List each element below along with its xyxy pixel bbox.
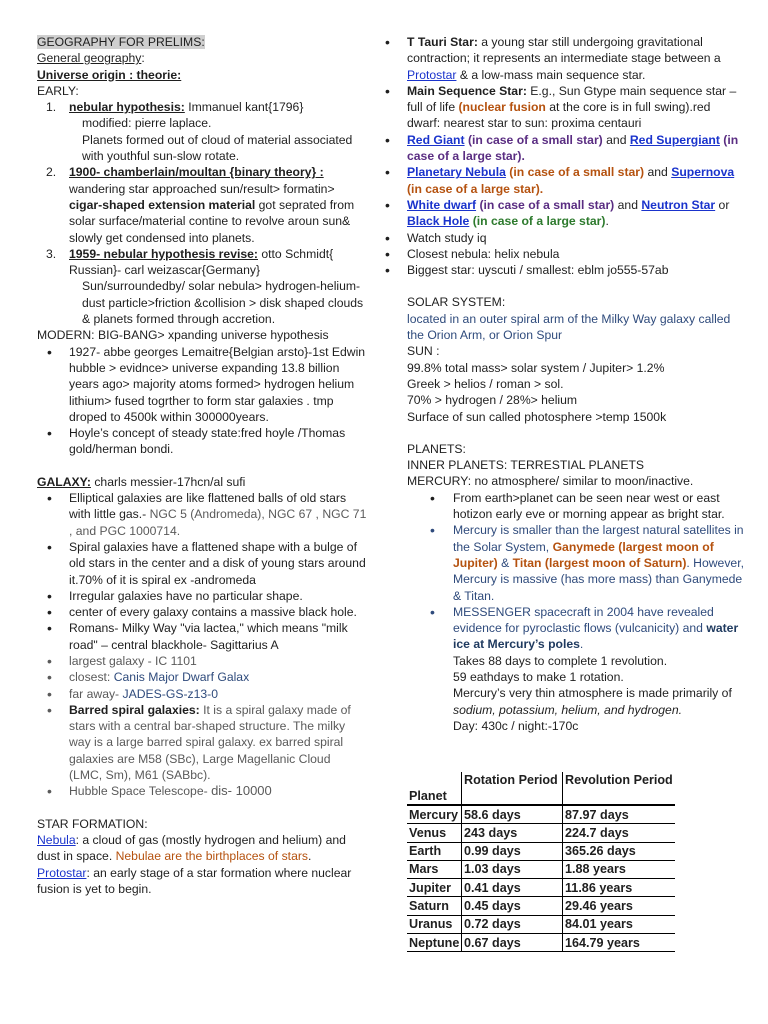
protostar-definition: Protostar: an early stage of a star formation where nuclear fusion is yet to begin. (37, 865, 352, 896)
planets-heading: PLANETS: (407, 441, 466, 456)
galaxy-bullet-3: • Irregular galaxies have no particular shape. (37, 588, 367, 604)
theory-1-line-2: modified: pierre laplace. (82, 116, 212, 131)
table-row (407, 824, 675, 842)
table-cell: Uranus (407, 915, 462, 933)
table-cell: 0.99 days (462, 842, 563, 860)
mercury-bullet-3: • MESSENGER spacecraft in 2004 have revealed evidence for pyroclastic flows (vulcanicity) and water ice at Mercury’s poles. (385, 604, 745, 653)
solar-system-location: located in an outer spiral arm of the Milky Way galaxy called the Orion Arm, or Orion Spur (407, 311, 731, 343)
table-cell: 224.7 days (563, 824, 676, 842)
left-column (37, 34, 367, 897)
supernova-link[interactable]: Supernova (671, 165, 735, 180)
theory-item-1: 1. nebular hypothesis: Immanuel kant{1796} (46, 100, 304, 115)
table-cell: 365.26 days (563, 842, 676, 860)
universe-origin-heading: Universe origin : theorie: (37, 67, 182, 82)
black-hole-link[interactable]: Black Hole (407, 214, 470, 229)
table-row (407, 860, 675, 878)
table-cell: 1.03 days (462, 860, 563, 878)
star-formation-heading: STAR FORMATION: (37, 816, 148, 831)
galaxy-bullet-10: • Hubble Space Telescope- dis- 10000 (37, 783, 367, 799)
mercury-bullet-2: • Mercury is smaller than the largest natural satellites in the Solar System, Ganymede (largest moon of Jupiter) & Titan (largest moon of Saturn). However, Mercury is massive (has more mass) than Ganymede & Titan. (385, 522, 745, 603)
table-cell: Saturn (407, 897, 462, 915)
table-cell: Venus (407, 824, 462, 842)
theory-item-3: 3. 1959- nebular hypothesis revise: otto Schmidt{ Russian}- carl weizascar{Germany} (46, 246, 334, 278)
closest-nebula-note: • Closest nebula: helix nebula (385, 246, 745, 262)
sun-fact-2: Greek > helios / roman > sol. (407, 376, 564, 391)
star-stage-main-sequence: • Main Sequence Star: E.g., Sun Gtype main sequence star – full of life (nuclear fusion at the core is in full swing).red dwarf: nearest star to sun: proxima centauri (385, 83, 745, 132)
galaxy-bullet-4: • center of every galaxy contains a massive black hole. (37, 604, 367, 620)
sun-fact-1: 99.8% total mass> solar system / Jupiter> 1.2% (407, 360, 665, 375)
mercury-bullet-1: • From earth>planet can be seen near west or east hotizon early eve or morning appear as bright star. (385, 490, 745, 523)
inner-planets-heading: INNER PLANETS: TERRESTIAL PLANETS (407, 458, 645, 473)
galaxy-heading: GALAXY: charls messier-17hcn/al sufi (37, 474, 246, 489)
galaxy-bullet-8: • far away- JADES-GS-z13-0 (37, 686, 367, 702)
galaxy-bullet-1: • Elliptical galaxies are like flattened balls of old stars with little gas.- NGC 5 (Andromeda), NGC 67 , NGC 71 , and PGC 1000714. (37, 490, 367, 539)
nebula-definition: Nebula: a cloud of gas (mostly hydrogen and helium) and dust in space. Nebulae are the birthplaces of stars. (37, 832, 346, 864)
mercury-atmosphere: Mercury’s very thin atmosphere is made primarily of sodium, potassium, helium, and hydrogen. (453, 686, 732, 717)
mercury-revolution: Takes 88 days to complete 1 revolution. (453, 653, 668, 668)
star-stage-remnant: • White dwarf (in case of a small star) and Neutron Star or Black Hole (in case of a large star). (385, 197, 745, 230)
table-cell: 0.72 days (462, 915, 563, 933)
table-cell: 84.01 years (563, 915, 676, 933)
table-row (407, 879, 675, 897)
right-column (385, 34, 745, 734)
star-stage-nebula: • Planetary Nebula (in case of a small star) and Supernova (in case of a large star). (385, 164, 745, 197)
watch-note: • Watch study iq (385, 230, 745, 246)
galaxy-bullet-7: • closest: Canis Major Dwarf Galax (37, 669, 367, 685)
galaxy-bullet-2: • Spiral galaxies have a flattened shape with a bulge of old stars in the center and a disk of young stars around it.70% of it is spiral ex -andromeda (37, 539, 367, 588)
sun-fact-3: 70% > hydrogen / 28%> helium (407, 393, 578, 408)
galaxy-bullet-6: • largest galaxy - IC 1101 (37, 653, 367, 669)
modern-heading: MODERN: BIG-BANG> xpanding universe hypothesis (37, 328, 329, 343)
solar-system-heading: SOLAR SYSTEM: (407, 295, 506, 310)
table-row (407, 842, 675, 860)
header-rotation: Rotation Period (462, 772, 563, 805)
table-cell: 0.41 days (462, 879, 563, 897)
star-stage-t-tauri: • T Tauri Star: a young star still undergoing gravitational contraction; it represents an intermediate stage between a Protostar & a low-mass main sequence star. (385, 34, 745, 83)
table-row (407, 805, 675, 824)
modern-bullet-2: • Hoyle’s concept of steady state:fred hoyle /Thomas gold/herman bondi. (37, 425, 367, 458)
protostar-link[interactable]: Protostar (37, 865, 87, 880)
star-stage-red-giant: • Red Giant (in case of a small star) and Red Supergiant (in case of a large star). (385, 132, 745, 165)
protostar-link-2[interactable]: Protostar (407, 67, 457, 82)
page-title: GEOGRAPHY FOR PRELIMS: (37, 35, 205, 49)
galaxy-bullet-9: • Barred spiral galaxies: It is a spiral galaxy made of stars with a central bar-shaped structure. The milky way is a large barred spiral galaxy. ex barred spiral galaxies are M58 (SBc), Large Magellanic Cloud (LMC, Sm), M61 (SABbc). (37, 702, 367, 783)
table-cell: Neptune (407, 934, 462, 952)
table-cell: Jupiter (407, 879, 462, 897)
modern-bullet-1: • 1927- abbe georges Lemaitre{Belgian arsto}-1st Edwin hubble > evidnce> universe expanding 13.8 billion years ago> majority atoms formed> hydrogen helium lithium> fused togrther to form star galaxies . tmp droped to 4500k within 300000years. (37, 344, 367, 425)
mercury-heading: MERCURY: no atmosphere/ similar to moon/inactive. (407, 474, 694, 489)
table-cell: Mars (407, 860, 462, 878)
table-header-row (407, 772, 675, 805)
theory-1-line-3: Planets formed out of cloud of material associated with youthful sun-slow rotate. (82, 132, 353, 164)
table-cell: 243 days (462, 824, 563, 842)
early-heading: EARLY: (37, 83, 79, 98)
biggest-star-note: • Biggest star: uyscuti / smallest: eblm jo555-57ab (385, 262, 745, 278)
table-cell: 11.86 years (563, 879, 676, 897)
general-geography-heading: General geography: (37, 51, 145, 66)
table-cell: Mercury (407, 805, 462, 824)
table-cell: 164.79 years (563, 934, 676, 952)
table-cell: 58.6 days (462, 805, 563, 824)
table-cell: 1.88 years (563, 860, 676, 878)
table-row (407, 897, 675, 915)
galaxy-bullet-5: • Romans- Milky Way "via lactea," which means "milk road" – central blackhole- Sagittarius A (37, 620, 367, 653)
table-row (407, 934, 675, 952)
mercury-rotation: 59 eathdays to make 1 rotation. (453, 669, 624, 684)
nebula-link[interactable]: Nebula (37, 832, 76, 847)
table-cell: 0.45 days (462, 897, 563, 915)
theory-item-2: 2. 1900- chamberlain/moultan {binary theory} : wandering star approached sun/result> formatin> cigar-shaped extension material got seprated from solar surface/material contine to revolve aroun sun& slowly get condensed into planets. (46, 165, 355, 245)
sun-fact-4: Surface of sun called photosphere >temp 1500k (407, 409, 667, 424)
table-cell: 87.97 days (563, 805, 676, 824)
planet-period-table (407, 772, 675, 952)
theory-3-detail: Sun/surroundedby/ solar nebula> hydrogen-helium-dust particle>friction &collision > disk shaped clouds & planets formed through accretion. (82, 279, 364, 327)
white-dwarf-link[interactable]: White dwarf (407, 197, 477, 212)
red-supergiant-link[interactable]: Red Supergiant (629, 132, 720, 147)
red-giant-link[interactable]: Red Giant (407, 132, 465, 147)
mercury-temperature: Day: 430c / night:-170c (453, 718, 579, 733)
planetary-nebula-link[interactable]: Planetary Nebula (407, 165, 506, 180)
header-revolution: Revolution Period (563, 772, 676, 805)
neutron-star-link[interactable]: Neutron Star (641, 197, 716, 212)
table-cell: 29.46 years (563, 897, 676, 915)
table-cell: Earth (407, 842, 462, 860)
table-cell: 0.67 days (462, 934, 563, 952)
sun-heading: SUN : (407, 344, 440, 359)
table-row (407, 915, 675, 933)
header-planet: Planet (407, 772, 462, 805)
